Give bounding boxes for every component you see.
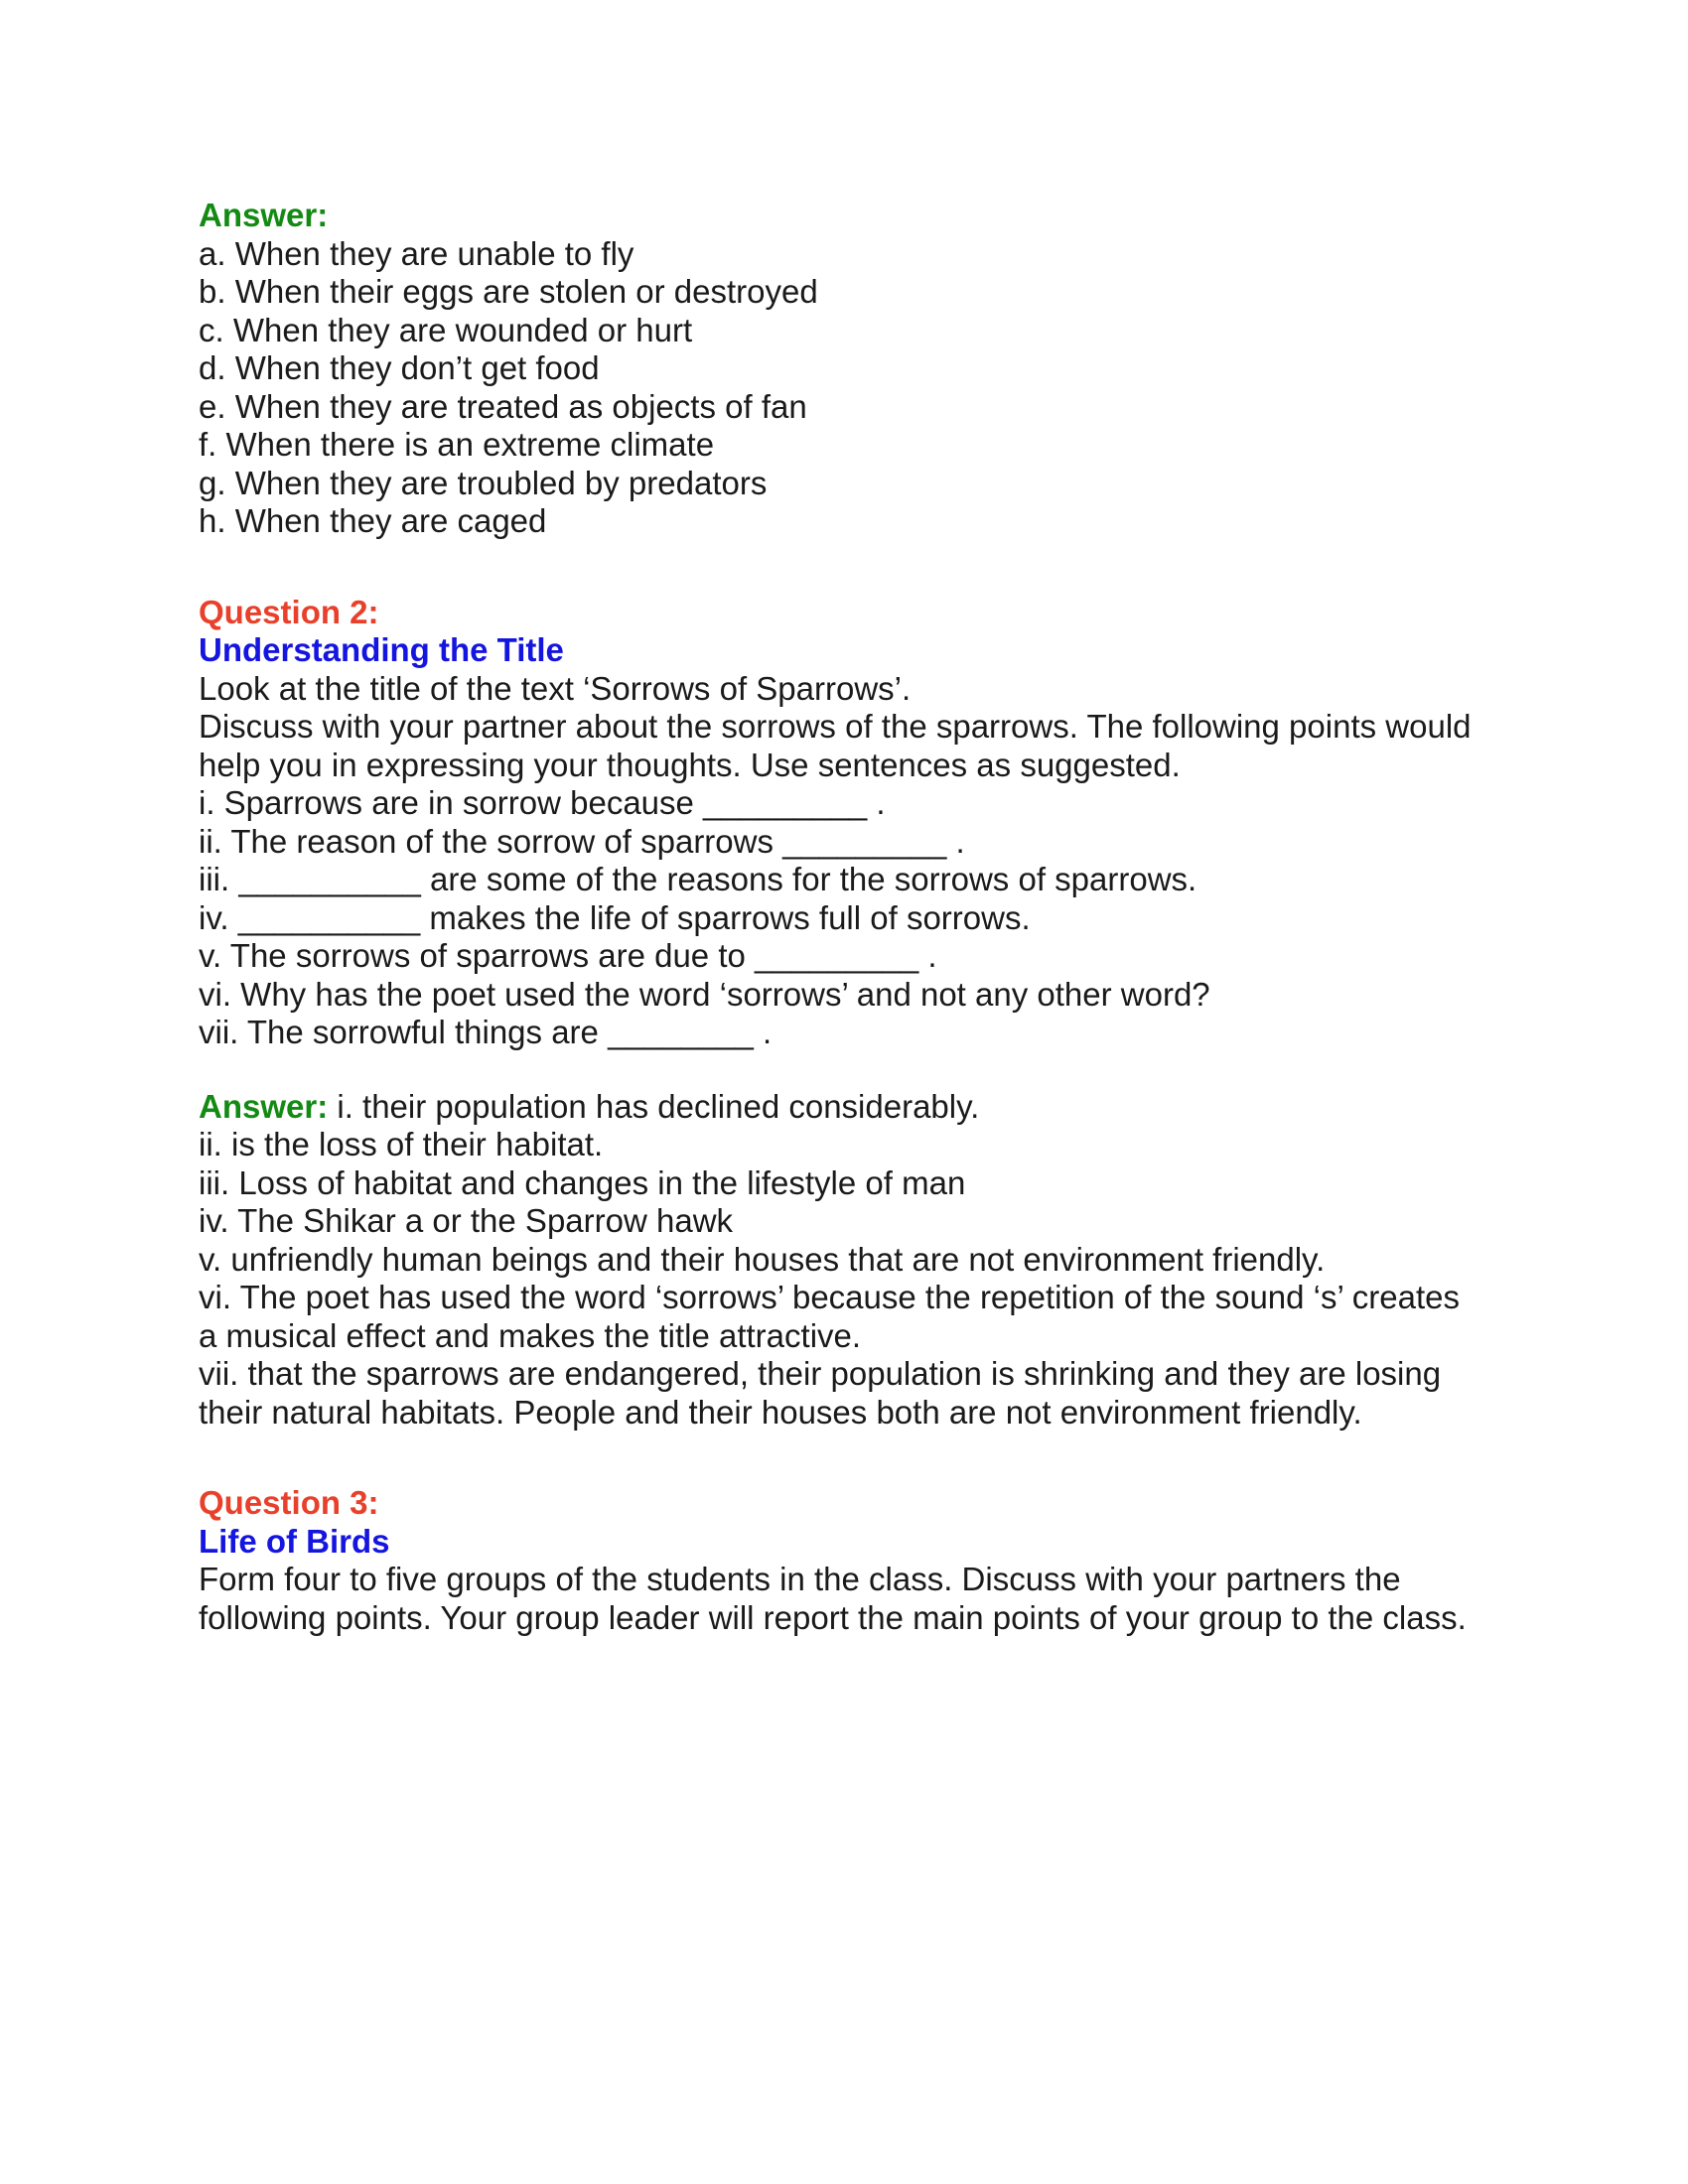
answer-2-item-vii: vii. that the sparrows are endangered, their population is shrinking and they are losing [199,1355,1442,1392]
answer-1-item-d: d. When they don’t get food [199,349,600,386]
answer-1-item-b: b. When their eggs are stolen or destroyed [199,273,818,310]
question-2-item-v: v. The sorrows of sparrows are due to _________ . [199,937,937,974]
answer-1-item-e: e. When they are treated as objects of fan [199,387,807,425]
answer-2-item-vi-cont: a musical effect and makes the title attractive. [199,1316,862,1354]
answer-1-section [199,197,1519,541]
answer-2-item-iv: iv. The Shikar a or the Sparrow hawk [199,1202,734,1239]
answer-1-item-a: a. When they are unable to fly [199,234,634,272]
answer-2-item-iii: iii. Loss of habitat and changes in the lifestyle of man [199,1163,966,1201]
answer-2-first-line [199,1088,1519,1127]
answer-1-item-h: h. When they are caged [199,502,547,539]
question-label: Question 3: [199,1484,379,1521]
question-2-item-iii: iii. __________ are some of the reasons for the sorrows of sparrows. [199,861,1197,897]
question-2-intro-2a: Discuss with your partner about the sorrows of the sparrows. The following points would [199,708,1472,745]
question-2-intro-2b: help you in expressing your thoughts. Use sentences as suggested. [199,746,1181,783]
document-page [199,197,1519,1637]
answer-2-section [199,1088,1519,1433]
answer-1-item-f: f. When there is an extreme climate [199,426,715,463]
answer-label: Answer: [199,1087,329,1125]
answer-1-item-c: c. When they are wounded or hurt [199,311,693,348]
answer-2-item-v: v. unfriendly human beings and their houses that are not environment friendly. [199,1240,1326,1278]
question-2-intro-1: Look at the title of the text ‘Sorrows of Sparrows’. [199,669,912,707]
section-title: Life of Birds [199,1522,390,1560]
question-2-item-ii: ii. The reason of the sorrow of sparrows _________ . [199,822,965,860]
question-2-section [199,594,1519,1052]
answer-1-item-g: g. When they are troubled by predators [199,464,768,501]
question-2-item-vii: vii. The sorrowful things are ________ . [199,1014,773,1050]
question-3-text-2: following points. Your group leader will report the main points of your group to the class. [199,1598,1467,1636]
question-2-item-i: i. Sparrows are in sorrow because _________ . [199,784,886,821]
section-title: Understanding the Title [199,631,564,668]
question-3-text-1: Form four to five groups of the students in the class. Discuss with your partners the [199,1561,1401,1597]
question-3-section [199,1484,1519,1637]
answer-label: Answer: [199,197,329,233]
answer-2-item-i: i. their population has declined considerably. [328,1087,980,1125]
answer-2-item-ii: ii. is the loss of their habitat. [199,1126,604,1162]
answer-2-item-vii-cont: their natural habitats. People and their houses both are not environment friendly. [199,1393,1362,1431]
question-2-item-iv: iv. __________ makes the life of sparrows full of sorrows. [199,898,1031,936]
question-label: Question 2: [199,593,379,630]
question-2-item-vi: vi. Why has the poet used the word ‘sorrows’ and not any other word? [199,975,1210,1013]
answer-2-item-vi: vi. The poet has used the word ‘sorrows’ because the repetition of the sound ‘s’ creates [199,1279,1461,1315]
